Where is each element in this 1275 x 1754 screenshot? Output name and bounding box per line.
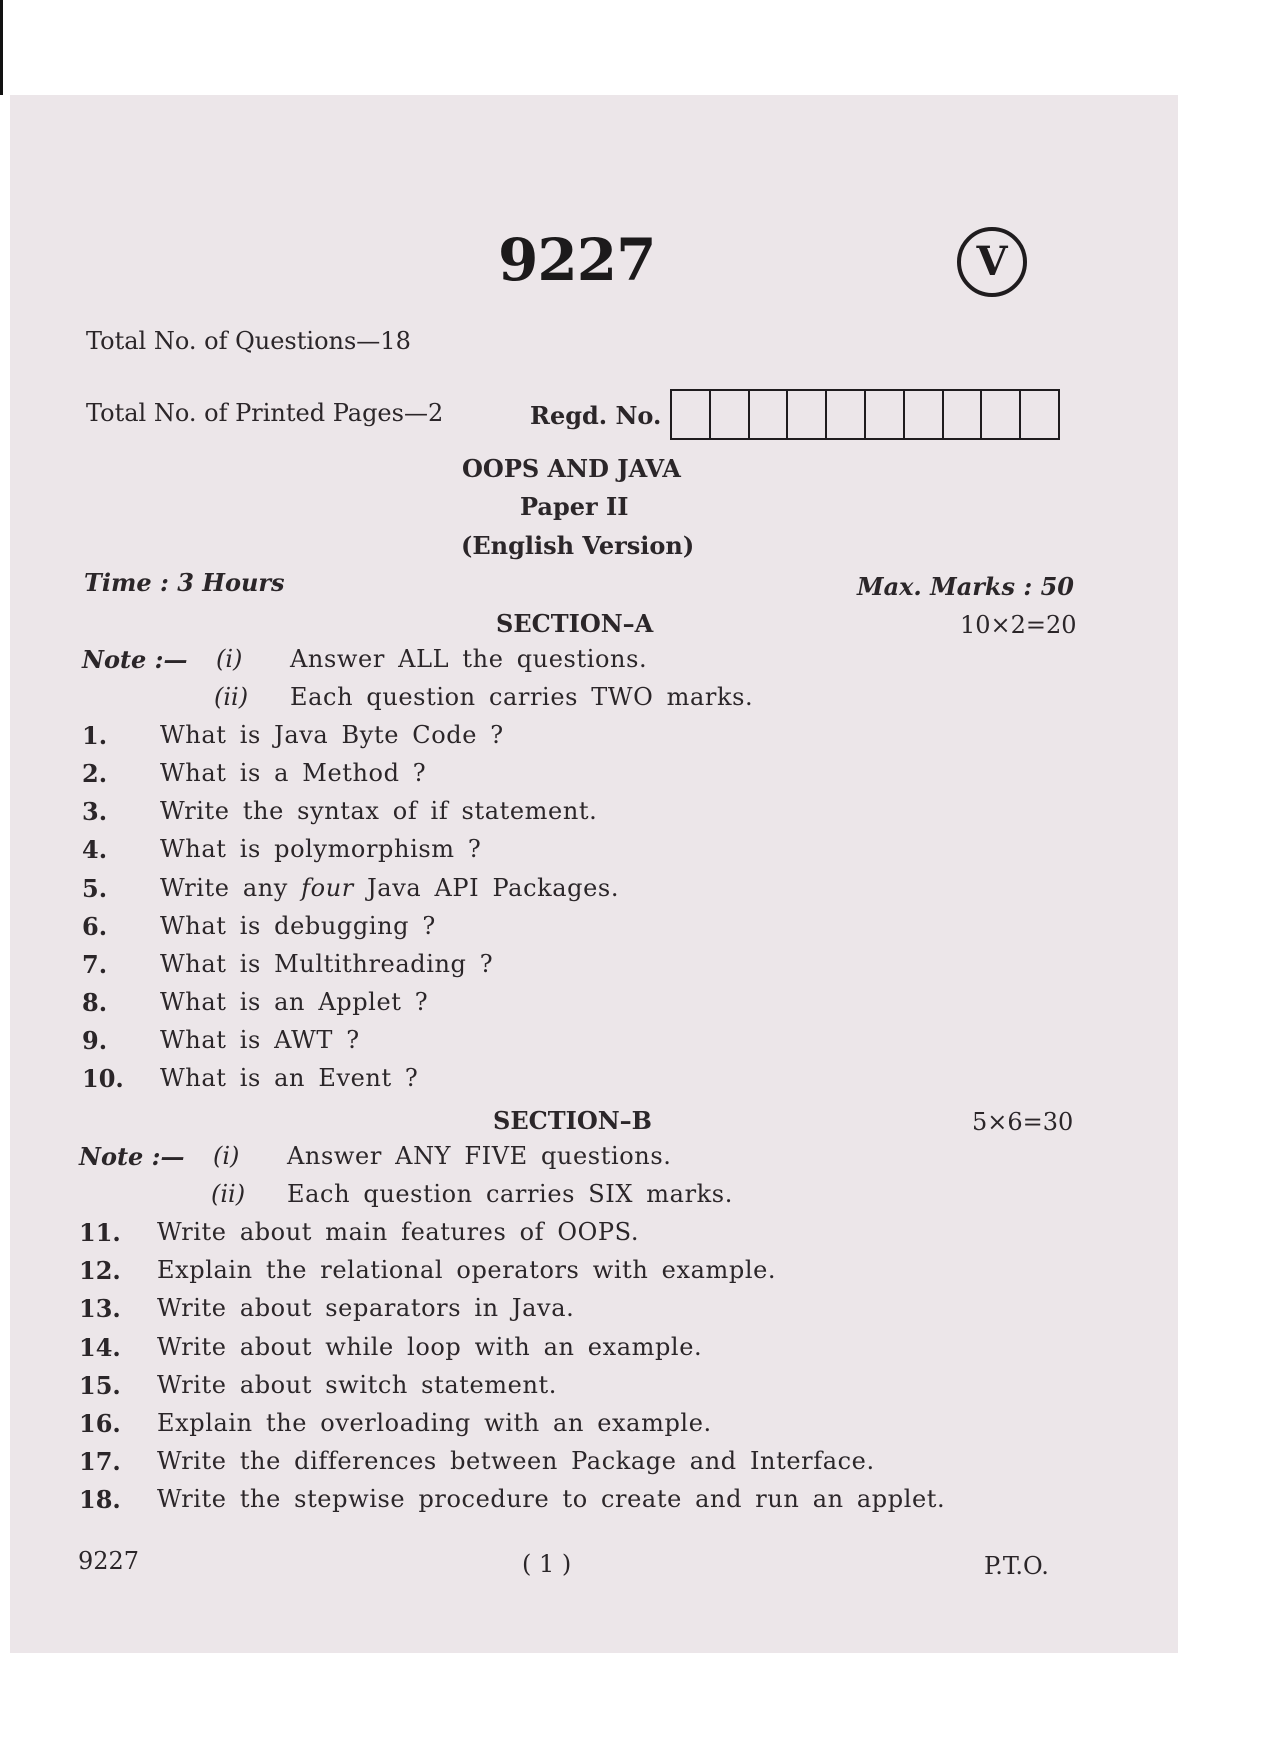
question-text-part: Java API Packages. [353,874,620,902]
question-number: 12. [79,1256,121,1285]
subject-title: OOPS AND JAVA [462,454,681,483]
question-text: Explain the relational operators with example. [157,1256,777,1284]
regd-cell[interactable] [866,391,905,438]
question-number: 18. [79,1485,121,1514]
total-questions: Total No. of Questions—18 [86,327,411,355]
version-badge: V [957,227,1027,297]
section-b-marks: 5×6=30 [972,1108,1074,1136]
question-number: 6. [82,912,108,941]
question-text: What is an Event ? [160,1064,419,1092]
note-text: Answer ALL the questions. [290,645,648,673]
scanner-edge [0,0,3,95]
regd-cell[interactable] [711,391,750,438]
section-a-heading: SECTION–A [496,609,654,638]
regd-cell[interactable] [827,391,866,438]
regd-cell[interactable] [905,391,944,438]
question-text: What is AWT ? [160,1026,360,1054]
regd-cell[interactable] [788,391,827,438]
section-b-heading: SECTION–B [493,1106,652,1135]
question-text: Write about switch statement. [157,1371,557,1399]
question-number: 17. [79,1447,121,1476]
time-allowed: Time : 3 Hours [84,568,285,597]
question-number: 1. [82,721,108,750]
note-number: (i) [216,645,243,673]
question-text: What is polymorphism ? [160,835,482,863]
regd-cell[interactable] [750,391,789,438]
question-number: 10. [82,1064,124,1093]
question-number: 4. [82,835,108,864]
question-text: Explain the overloading with an example. [157,1409,712,1437]
note-number: (i) [213,1142,240,1170]
question-number: 3. [82,797,108,826]
question-number: 5. [82,874,108,903]
regd-cell[interactable] [982,391,1021,438]
note-number: (ii) [214,683,249,711]
question-number: 7. [82,950,108,979]
max-marks: Max. Marks : 50 [857,572,1075,601]
regd-cell[interactable] [672,391,711,438]
language-version: (English Version) [461,531,695,560]
question-number: 8. [82,988,108,1017]
question-number: 2. [82,759,108,788]
total-pages: Total No. of Printed Pages—2 [86,399,444,427]
regd-cell[interactable] [1021,391,1058,438]
question-number: 14. [79,1333,121,1362]
question-text: What is a Method ? [160,759,427,787]
question-text: What is Java Byte Code ? [160,721,504,749]
question-text: What is Multithreading ? [160,950,494,978]
question-text-part: Write any [160,874,302,902]
paper-number: Paper II [520,492,629,521]
question-number: 9. [82,1026,108,1055]
question-number: 15. [79,1371,121,1400]
question-text: Write the syntax of if statement. [160,797,598,825]
paper-code: 9227 [498,226,656,294]
question-text: What is an Applet ? [160,988,429,1016]
question-number: 13. [79,1294,121,1323]
question-text: Write about while loop with an example. [157,1333,703,1361]
regd-number-boxes[interactable] [670,389,1060,440]
question-text: Write the stepwise procedure to create and run an applet. [157,1485,946,1513]
question-number: 16. [79,1409,121,1438]
question-text: Write about separators in Java. [157,1294,575,1322]
question-number: 11. [79,1218,121,1247]
note-text: Each question carries SIX marks. [287,1180,733,1208]
question-emphasis: four [301,874,354,902]
section-b-note-label: Note :— [79,1142,185,1171]
question-text: Write the differences between Package and Interface. [157,1447,875,1475]
regd-label: Regd. No. [530,401,662,430]
note-text: Each question carries TWO marks. [290,683,754,711]
question-text: What is debugging ? [160,912,436,940]
question-text: Write about main features of OOPS. [157,1218,640,1246]
footer-paper-code: 9227 [78,1547,140,1575]
page-number: ( 1 ) [522,1550,572,1578]
section-a-note-label: Note :— [82,645,188,674]
pto-label: P.T.O. [984,1552,1049,1580]
question-text [160,874,619,902]
section-a-marks: 10×2=20 [960,611,1077,639]
regd-cell[interactable] [944,391,983,438]
note-text: Answer ANY FIVE questions. [287,1142,672,1170]
note-number: (ii) [211,1180,246,1208]
